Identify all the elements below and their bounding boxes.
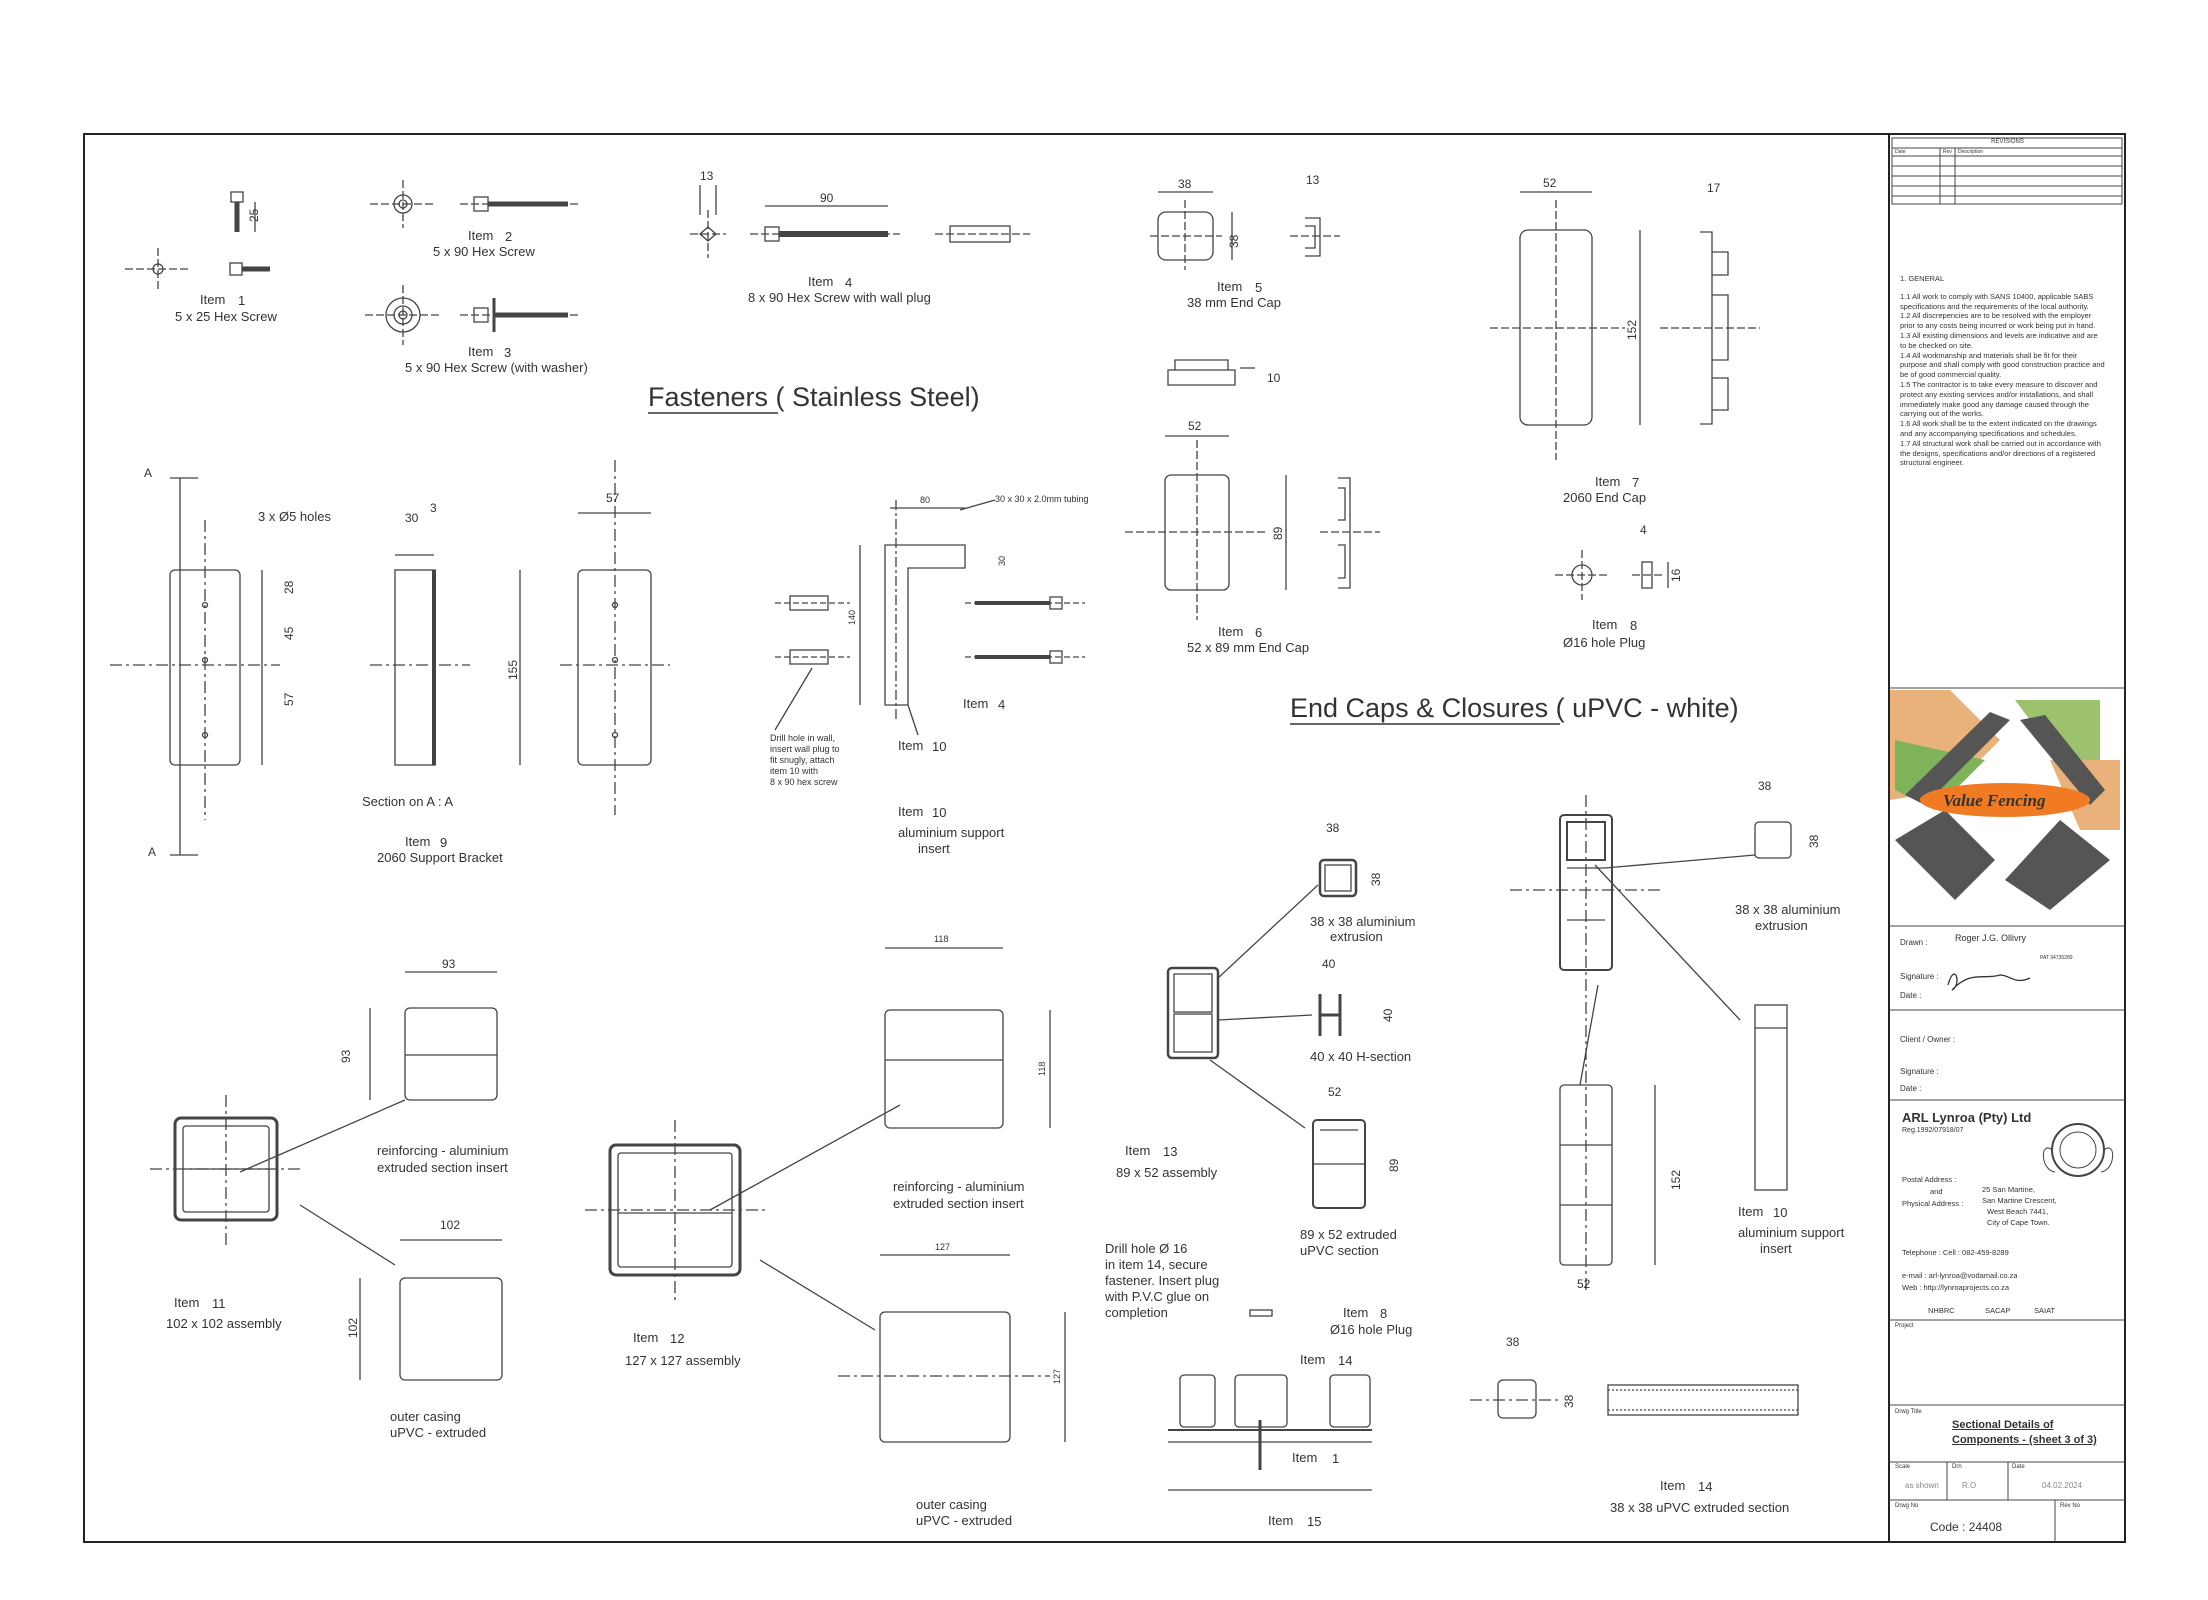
item2-title: 5 x 90 Hex Screw [433,244,535,259]
address-line-1: 25 San Martine, [1982,1185,2035,1194]
dim-89b: 89 [1387,1158,1401,1172]
dim-13b: 13 [1306,173,1320,187]
a-mark-top: A [144,466,153,480]
dim-30b: 30 [997,555,1007,566]
item6-number: 6 [1255,625,1263,640]
item2-number: 2 [505,229,513,244]
drill16-5: completion [1105,1305,1168,1320]
item8b-title: Ø16 hole Plug [1330,1322,1413,1337]
a-mark-bottom: A [148,845,157,859]
drwg-title-label: Drwg Title [1895,1409,1922,1415]
rev-col-desc: Description [1958,149,1984,155]
item6-title: 52 x 89 mm End Cap [1187,640,1310,655]
dim-4: 4 [1640,523,1647,537]
drill-note-1: Drill hole in wall, [770,733,836,743]
dim-38b: 38 [1227,234,1241,248]
drawing-code: Code : 24408 [1930,1520,2003,1534]
address-block [1982,1184,2057,1228]
item3-title: 5 x 90 Hex Screw (with washer) [405,360,588,375]
dim-30a: 30 [405,511,419,525]
drill16-3: fastener. Insert plug [1105,1273,1220,1288]
item11-number: 11 [212,1296,226,1311]
drawn-name: Roger J.G. Ollivry [1955,933,2027,943]
dim-127b: 127 [1052,1368,1062,1384]
dim-38e: 38 [1758,779,1772,793]
item10a-label: Item [898,738,924,753]
dim-80: 80 [920,495,931,505]
item11-label: Item [174,1295,200,1310]
drill16-1: Drill hole Ø 16 [1105,1241,1188,1256]
item10-title-b: insert [918,841,950,856]
client-label: Client / Owner : [1900,1035,1956,1044]
dim-93b: 93 [339,1049,353,1063]
item4b-label: Item [963,696,989,711]
revisions-header: REVISIONS [1991,139,2024,145]
note-1: 1.1 All work to comply with SANS 10400, applicable SABS specifications and the requirements of the local authority. [1900,291,2094,311]
item9-title: 2060 Support Bracket [377,850,503,865]
item7-title: 2060 End Cap [1563,490,1647,505]
assoc-sacap: SACAP [1985,1306,2011,1315]
item8b-number: 8 [1380,1306,1388,1321]
note-5: 1.5 The contractor is to take every measure to discover and protect any existing services and/or installations, and shall immediately make good any damage caused through the carrying out of the works. [1900,379,2098,419]
email: e-mail : arl-lynroa@vodamail.co.za [1902,1271,2018,1280]
dim-38a: 38 [1178,177,1192,191]
date-value: 04.02.2024 [2042,1481,2083,1490]
date-label: Date : [1900,991,1922,1000]
drill-note-5: 8 x 90 hex screw [770,777,838,787]
dim-57b: 57 [282,692,296,706]
dim-52c: 52 [1328,1085,1342,1099]
item1b-number: 1 [1332,1451,1340,1466]
dim-89a: 89 [1271,526,1285,540]
reinf1-b: extruded section insert [377,1160,508,1175]
note-2: 1.2 All discrepencies are to be resolved with the employer prior to any costs being incurred or work being put in hand. [1900,311,2096,331]
item14-label: Item [1660,1478,1686,1493]
date-label-2: Date : [1900,1084,1922,1093]
drill-note-2: insert wall plug to [770,744,840,754]
item11-title: 102 x 102 assembly [166,1316,282,1331]
dim-13a: 13 [700,169,714,183]
dim-52b: 52 [1543,176,1557,190]
dim-90: 90 [820,191,834,205]
assoc-saiat: SAIAT [2034,1306,2056,1315]
item12-title: 127 x 127 assembly [625,1353,741,1368]
postal-label: Postal Address : [1902,1175,1957,1184]
note-0: 1. GENERAL [1900,274,1945,283]
item2-label: Item [468,228,494,243]
logo-text: Value Fencing [1943,791,2046,810]
note-3: 1.3 All existing dimensions and levels are indicative and are to be checked on site. [1900,330,2098,350]
endcaps-heading: End Caps & Closures ( uPVC - white) [1290,693,1739,723]
date-col-label: Date [2012,1464,2025,1470]
item10c-label: Item [1738,1204,1764,1219]
item1-label: Item [200,292,226,307]
item13-title: 89 x 52 assembly [1116,1165,1218,1180]
address-line-2: San Martine Crescent, [1982,1196,2057,1205]
dim-25: 25 [247,208,261,222]
h40-label: 40 x 40 H-section [1310,1049,1412,1064]
scale-label: Scale [1895,1464,1911,1470]
dim-40a: 40 [1322,957,1336,971]
dim-152a: 152 [1625,319,1639,340]
rev-col-date: Date [1895,149,1906,155]
address-line-3: West Beach 7441, [1987,1207,2049,1216]
item4-title: 8 x 90 Hex Screw with wall plug [748,290,931,305]
reinf2-a: reinforcing - aluminium [893,1179,1025,1194]
item10c-title-b: insert [1760,1241,1792,1256]
dim-40b: 40 [1381,1008,1395,1022]
item10b-number: 10 [932,805,947,820]
item10c-title-a: aluminium support [1738,1225,1845,1240]
dim-3: 3 [430,501,437,515]
signature-label-2: Signature : [1900,1067,1939,1076]
outer1-a: outer casing [390,1409,461,1424]
item4b-number: 4 [998,697,1006,712]
item3-number: 3 [504,345,512,360]
dim-16a: 16 [1669,568,1683,582]
rev-no-label: Rev No [2060,1503,2081,1509]
item5-number: 5 [1255,280,1263,295]
drn-value: R.O [1962,1481,1977,1490]
rev-col-rev: Rev [1943,149,1952,155]
tubing-label: 30 x 30 x 2.0mm tubing [995,494,1089,504]
dim-102b: 102 [346,1317,360,1338]
drawing-title-2: Components - (sheet 3 of 3) [1952,1434,2097,1446]
item9-number: 9 [440,835,448,850]
ext89-a: 89 x 52 extruded [1300,1227,1397,1242]
note-7: 1.7 All structural work shall be carried out in accordance with the designs, specifications and/or directions of a registered structural engineer. [1900,438,2101,468]
item8-label: Item [1592,617,1618,632]
dim-52a: 52 [1188,419,1202,433]
dim-102a: 102 [440,1218,461,1232]
physical-label: Physical Address : [1902,1199,1964,1208]
alu38-b: extrusion [1330,929,1383,944]
company-name: ARL Lynroa (Pty) Ltd [1902,1110,2032,1125]
item4-number: 4 [845,275,853,290]
dim-57a: 57 [606,491,620,505]
dim-155: 155 [506,659,520,680]
dim-17: 17 [1707,181,1721,195]
item10-title-a: aluminium support [898,825,1005,840]
ext89-b: uPVC section [1300,1243,1379,1258]
general-notes [1900,274,2105,468]
dim-152b: 152 [1669,1169,1683,1190]
dim-118a: 118 [934,934,949,944]
reinf2-b: extruded section insert [893,1196,1024,1211]
section-aa-label: Section on A : A [362,794,454,809]
item1-title: 5 x 25 Hex Screw [175,309,277,324]
dim-38g: 38 [1506,1335,1520,1349]
drwg-no-label: Drwg No [1895,1503,1919,1509]
outer2-a: outer casing [916,1497,987,1512]
web: Web : http://lynroaprojects.co.za [1902,1283,2009,1292]
company-reg: Reg.1992/07918/07 [1902,1127,1964,1134]
signature-label: Signature : [1900,972,1939,981]
note-4: 1.4 All workmanship and materials shall be fit for their purpose and shall comply with good construction practice and be of good commercial quality. [1900,350,2105,380]
item5-title: 38 mm End Cap [1187,295,1281,310]
item10a-number: 10 [932,739,947,754]
and-label: and [1930,1187,1943,1196]
dim-118b: 118 [1037,1061,1047,1076]
item7-label: Item [1595,474,1621,489]
item14-number: 14 [1698,1479,1713,1494]
item9-label: Item [405,834,431,849]
item14b-label: Item [1300,1352,1326,1367]
reinf1-a: reinforcing - aluminium [377,1143,509,1158]
note-6: 1.6 All work shall be to the extent indicated on the drawings and any accompanying specifications and schedules. [1900,419,2097,438]
project-label: Project [1895,1323,1914,1329]
drn-label: Drn [1952,1464,1962,1470]
scale-value: as shown [1905,1481,1939,1490]
drill-note-4: item 10 with [770,766,819,776]
dim-38d: 38 [1369,872,1383,886]
item1-number: 1 [238,293,246,308]
dim-28: 28 [282,580,296,594]
item10b-label: Item [898,804,924,819]
item3-label: Item [468,344,494,359]
item14b-number: 14 [1338,1353,1353,1368]
telephone: Telephone : Cell : 082-459-8289 [1902,1248,2009,1257]
dim-140: 140 [847,609,857,625]
alu38-a: 38 x 38 aluminium [1310,914,1416,929]
item15-number: 15 [1307,1514,1322,1529]
drill-note-3: fit snugly, attach [770,755,835,765]
item5-label: Item [1217,279,1243,294]
item13-number: 13 [1163,1144,1178,1159]
item4-label: Item [808,274,834,289]
drawn-label: Drawn : [1900,938,1928,947]
dim-38f: 38 [1807,834,1821,848]
dim-10: 10 [1267,371,1281,385]
item8-number: 8 [1630,618,1638,633]
dim-127a: 127 [935,1242,951,1252]
drill16-2: in item 14, secure [1105,1257,1208,1272]
outer2-b: uPVC - extruded [916,1513,1013,1528]
item15-label: Item [1268,1513,1294,1528]
fasteners-heading: Fasteners ( Stainless Steel) [648,382,980,412]
address-line-4: City of Cape Town. [1987,1218,2050,1227]
item8-title: Ø16 hole Plug [1563,635,1646,650]
item12-number: 12 [670,1331,685,1346]
holes-label: 3 x Ø5 holes [258,509,331,524]
item13-label: Item [1125,1143,1151,1158]
drill16-4: with P.V.C glue on [1105,1289,1210,1304]
alu38r-b: extrusion [1755,918,1808,933]
alu38r-a: 38 x 38 aluminium [1735,902,1841,917]
dim-38h: 38 [1562,1394,1576,1408]
item14-title: 38 x 38 uPVC extruded section [1610,1500,1790,1515]
item1b-label: Item [1292,1450,1318,1465]
assoc-nhbrc: NHBRC [1928,1306,1955,1315]
dim-52d: 52 [1577,1277,1591,1291]
pat-number: PAT 34735289 [2040,955,2073,961]
item8b-label: Item [1343,1305,1369,1320]
item6-label: Item [1218,624,1244,639]
item10c-number: 10 [1773,1205,1788,1220]
outer1-b: uPVC - extruded [390,1425,487,1440]
dim-45: 45 [282,626,296,640]
item12-label: Item [633,1330,659,1345]
drawing-title [1952,1418,2097,1448]
dim-93a: 93 [442,957,456,971]
drawing-title-1: Sectional Details of [1952,1419,2054,1431]
dim-38c: 38 [1326,821,1340,835]
item7-number: 7 [1632,475,1640,490]
